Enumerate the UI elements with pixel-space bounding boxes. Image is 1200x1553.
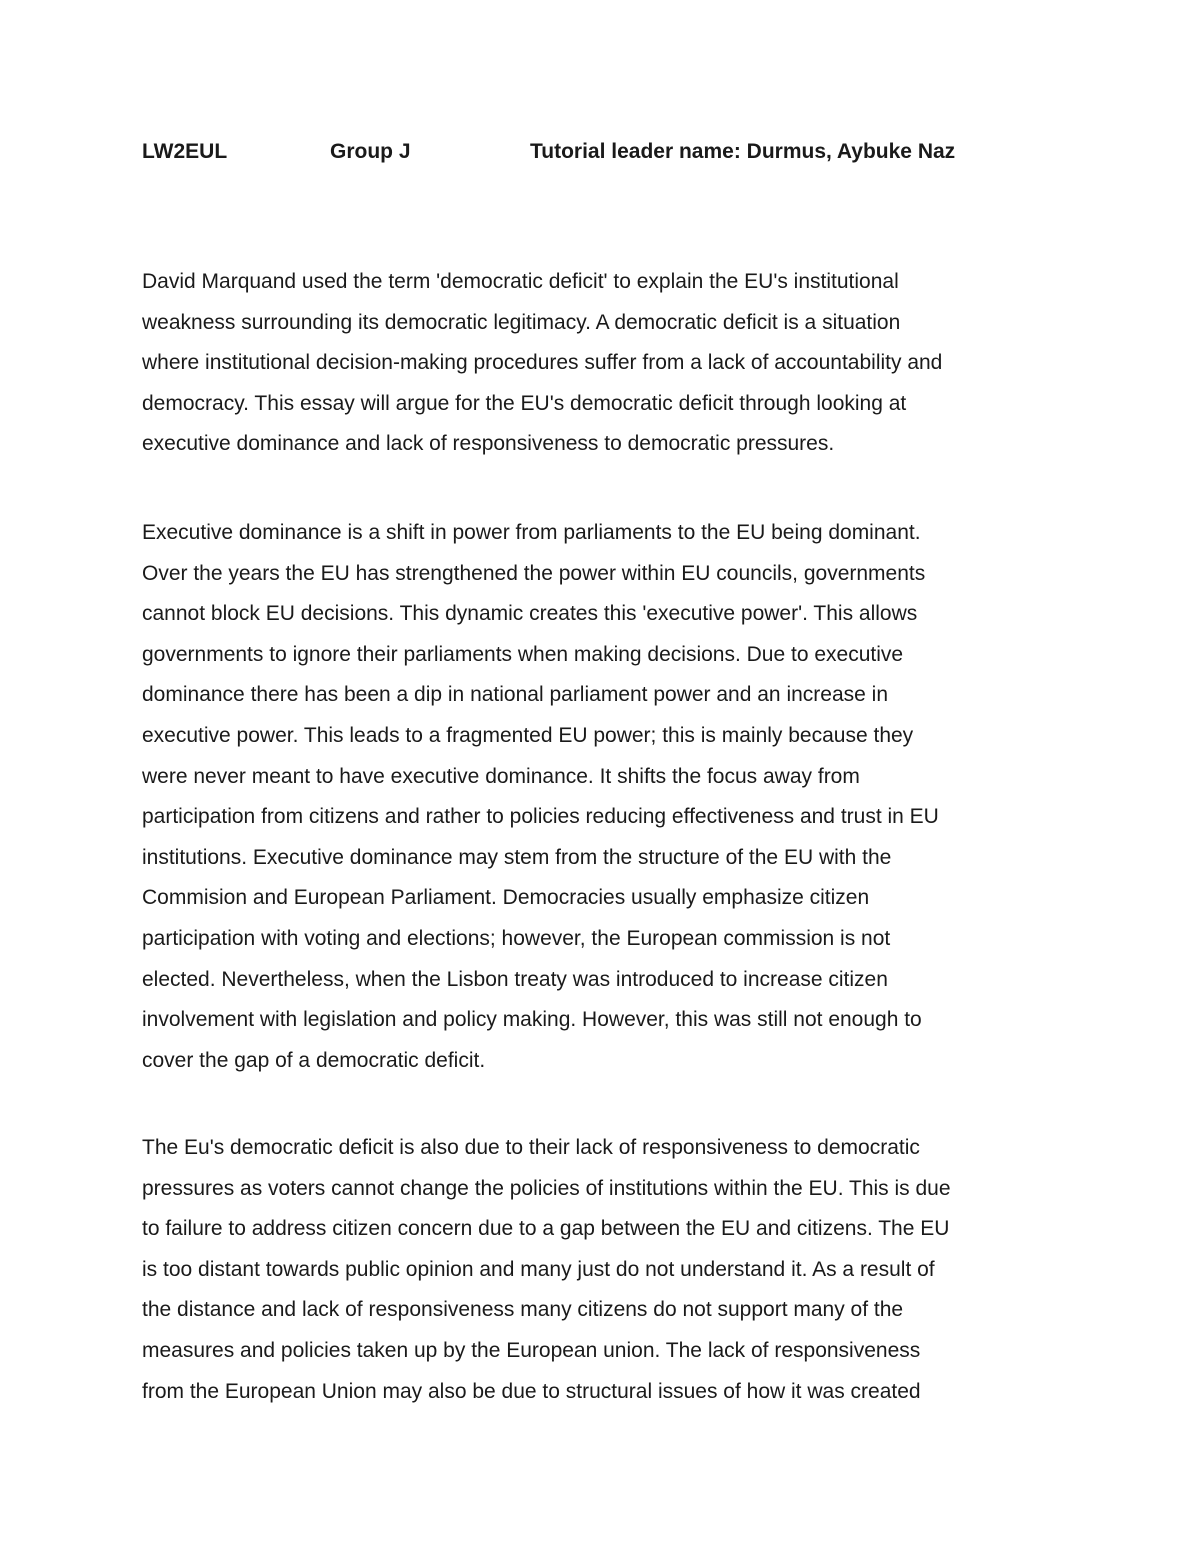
text-line: from the European Union may also be due to structural issues of how it was created — [142, 1379, 921, 1403]
text-line: Commision and European Parliament. Democracies usually emphasize citizen — [142, 886, 870, 910]
text-line: institutions. Executive dominance may stem from the structure of the EU with the — [142, 845, 892, 869]
text-line: Executive dominance is a shift in power from parliaments to the EU being dominant. — [142, 521, 921, 544]
text-line: the distance and lack of responsiveness many citizens do not support many of the — [142, 1298, 904, 1322]
paragraph-intro — [142, 262, 1072, 465]
text-line: participation with voting and elections; however, the European commission is not — [142, 926, 891, 950]
text-line: executive power. This leads to a fragmented EU power; this is mainly because they — [142, 723, 914, 747]
text-line: were never meant to have executive dominance. It shifts the focus away from — [142, 764, 860, 788]
text-line: David Marquand used the term 'democratic deficit' to explain the EU's institutional — [142, 270, 899, 293]
text-line: cannot block EU decisions. This dynamic creates this 'executive power'. This allows — [142, 602, 918, 626]
document-header — [142, 140, 1062, 172]
text-line: measures and policies taken up by the European union. The lack of responsiveness — [142, 1338, 921, 1362]
text-line: elected. Nevertheless, when the Lisbon treaty was introduced to increase citizen — [142, 967, 888, 991]
text-line: to failure to address citizen concern due to a gap between the EU and citizens. The EU — [142, 1217, 950, 1241]
text-line: cover the gap of a democratic deficit. — [142, 1048, 486, 1072]
course-code: LW2EUL — [142, 140, 228, 163]
tutor-name: Tutorial leader name: Durmus, Aybuke Naz — [530, 140, 956, 163]
text-line: pressures as voters cannot change the policies of institutions within the EU. This is due — [142, 1176, 951, 1200]
text-line: participation from citizens and rather to policies reducing effectiveness and trust in EU — [142, 805, 939, 829]
text-line: where institutional decision-making procedures suffer from a lack of accountability and — [142, 351, 943, 375]
text-line: democracy. This essay will argue for the EU's democratic deficit through looking at — [142, 391, 907, 415]
text-line: involvement with legislation and policy making. However, this was still not enough to — [142, 1008, 922, 1032]
text-line: dominance there has been a dip in national parliament power and an increase in — [142, 683, 888, 707]
text-line: weakness surrounding its democratic legitimacy. A democratic deficit is a situation — [142, 310, 901, 334]
text-line: Over the years the EU has strengthened the power within EU councils, governments — [142, 561, 926, 585]
text-line: governments to ignore their parliaments when making decisions. Due to executive — [142, 642, 904, 666]
text-line: executive dominance and lack of responsiveness to democratic pressures. — [142, 432, 835, 456]
group-label: Group J — [330, 140, 411, 163]
text-line: The Eu's democratic deficit is also due to their lack of responsiveness to democratic — [142, 1136, 920, 1159]
text-line: is too distant towards public opinion and many just do not understand it. As a result of — [142, 1257, 935, 1281]
paragraph-executive-dominance — [142, 513, 1072, 1081]
paragraph-responsiveness — [142, 1128, 1072, 1412]
